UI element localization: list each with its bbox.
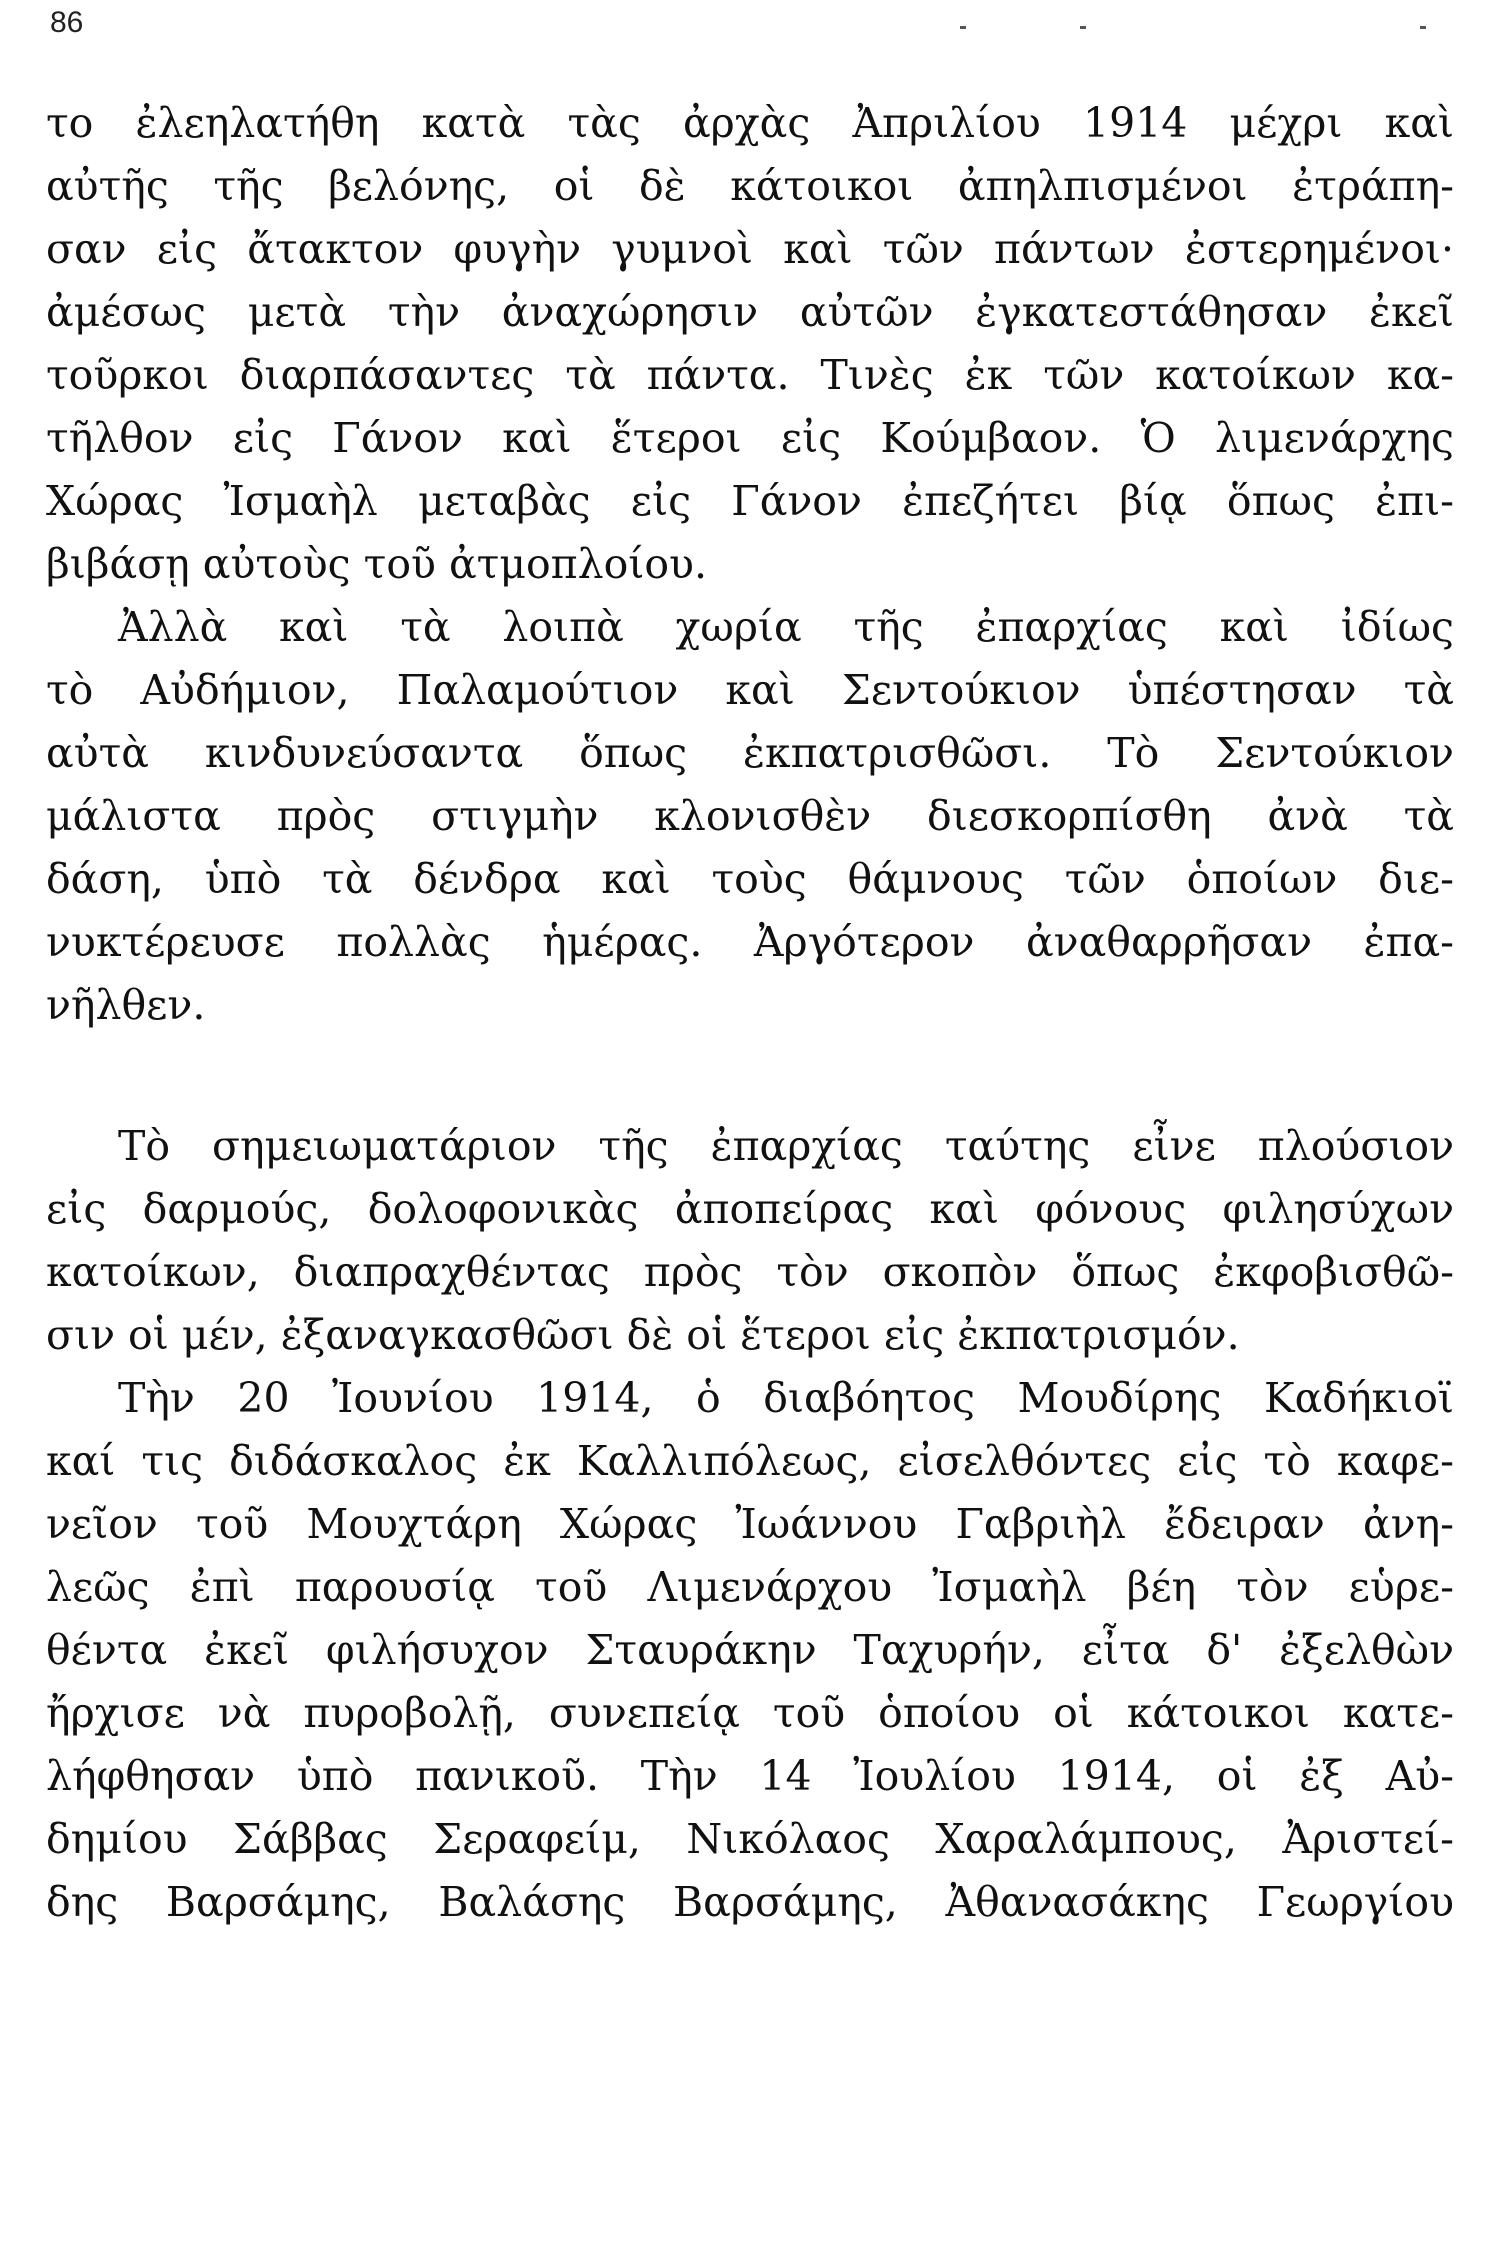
speck <box>1080 26 1086 29</box>
text-line: τοῦρκοι διαρπάσαντες τὰ πάντα. Τινὲς ἐκ τῶν κατοίκων κα- <box>46 351 1454 399</box>
text-line: σιν οἱ μέν, ἐξαναγκασθῶσι δὲ οἱ ἕτεροι εἰς ἐκπατρισμόν. <box>46 1311 1240 1359</box>
text-line: νυκτέρευσε πολλὰς ἡμέρας. Ἀργότερον ἀναθαρρῆσαν ἐπα- <box>46 918 1454 966</box>
text-line: βιβάσῃ αὐτοὺς τοῦ ἀτμοπλοίου. <box>46 540 708 588</box>
paragraph <box>46 596 1454 1037</box>
text-line: τῆλθον εἰς Γάνον καὶ ἕτεροι εἰς Κούμβαον. Ὁ λιμενάρχης <box>46 414 1454 462</box>
text-line: εἰς δαρμούς, δολοφονικὰς ἀποπείρας καὶ φόνους φιλησύχων <box>46 1185 1454 1233</box>
text-line: αὐτῆς τῆς βελόνης, οἱ δὲ κάτοικοι ἀπηλπισμένοι ἐτράπη- <box>46 162 1454 210</box>
speck <box>1420 26 1426 29</box>
text-line: σαν εἰς ἄτακτον φυγὴν γυμνοὶ καὶ τῶν πάντων ἐστερημένοι· <box>46 225 1454 273</box>
text-line: Ἀλλὰ καὶ τὰ λοιπὰ χωρία τῆς ἐπαρχίας καὶ ἰδίως <box>118 603 1454 651</box>
paragraph <box>46 92 1454 596</box>
text-line: νεῖον τοῦ Μουχτάρη Χώρας Ἰωάννου Γαβριὴλ ἔδειραν ἀνη- <box>46 1500 1454 1548</box>
text-line: λήφθησαν ὑπὸ πανικοῦ. Τὴν 14 Ἰουλίου 1914, οἱ ἐξ Αὐ- <box>46 1752 1454 1800</box>
text-line: ἀμέσως μετὰ τὴν ἀναχώρησιν αὐτῶν ἐγκατεστάθησαν ἐκεῖ <box>46 288 1454 336</box>
text-line: δάση, ὑπὸ τὰ δένδρα καὶ τοὺς θάμνους τῶν ὁποίων διε- <box>46 855 1454 903</box>
paragraph-gap <box>46 1037 1454 1115</box>
paragraph <box>46 1115 1454 1367</box>
text-line: Χώρας Ἰσμαὴλ μεταβὰς εἰς Γάνον ἐπεζήτει βίᾳ ὅπως ἐπι- <box>46 477 1454 525</box>
text-line: το ἐλεηλατήθη κατὰ τὰς ἀρχὰς Ἀπριλίου 1914 μέχρι καὶ <box>46 99 1454 147</box>
paragraph <box>46 1367 1454 1934</box>
text-line: τὸ Αὐδήμιον, Παλαμούτιον καὶ Σεντούκιον ὑπέστησαν τὰ <box>46 666 1454 714</box>
text-line: Τὴν 20 Ἰουνίου 1914, ὁ διαβόητος Μουδίρης Καδήκιοϊ <box>118 1374 1454 1422</box>
body-text <box>46 92 1454 1934</box>
text-line: δημίου Σάββας Σεραφείμ, Νικόλαος Χαραλάμπους, Ἀριστεί- <box>46 1815 1454 1863</box>
text-line: καί τις διδάσκαλος ἐκ Καλλιπόλεως, εἰσελθόντες εἰς τὸ καφε- <box>46 1437 1454 1485</box>
scan-specks <box>960 22 1460 34</box>
text-line: δης Βαρσάμης, Βαλάσης Βαρσάμης, Ἀθανασάκης Γεωργίου <box>46 1878 1454 1926</box>
speck <box>960 26 966 29</box>
text-line: λεῶς ἐπὶ παρουσίᾳ τοῦ Λιμενάρχου Ἰσμαὴλ βέη τὸν εὑρε- <box>46 1563 1454 1611</box>
page-number: 86 <box>50 6 84 39</box>
text-line: κατοίκων, διαπραχθέντας πρὸς τὸν σκοπὸν ὅπως ἐκφοβισθῶ- <box>46 1248 1454 1296</box>
text-line: μάλιστα πρὸς στιγμὴν κλονισθὲν διεσκορπίσθη ἀνὰ τὰ <box>46 792 1454 840</box>
text-line: θέντα ἐκεῖ φιλήσυχον Σταυράκην Ταχυρήν, εἶτα δ' ἐξελθὼν <box>46 1626 1454 1674</box>
text-line: ἤρχισε νὰ πυροβολῇ, συνεπείᾳ τοῦ ὁποίου οἱ κάτοικοι κατε- <box>46 1689 1454 1737</box>
text-line: αὐτὰ κινδυνεύσαντα ὅπως ἐκπατρισθῶσι. Τὸ Σεντούκιον <box>46 729 1454 777</box>
text-line: νῆλθεν. <box>46 981 206 1029</box>
text-line: Τὸ σημειωματάριον τῆς ἐπαρχίας ταύτης εἶνε πλούσιον <box>118 1122 1454 1170</box>
